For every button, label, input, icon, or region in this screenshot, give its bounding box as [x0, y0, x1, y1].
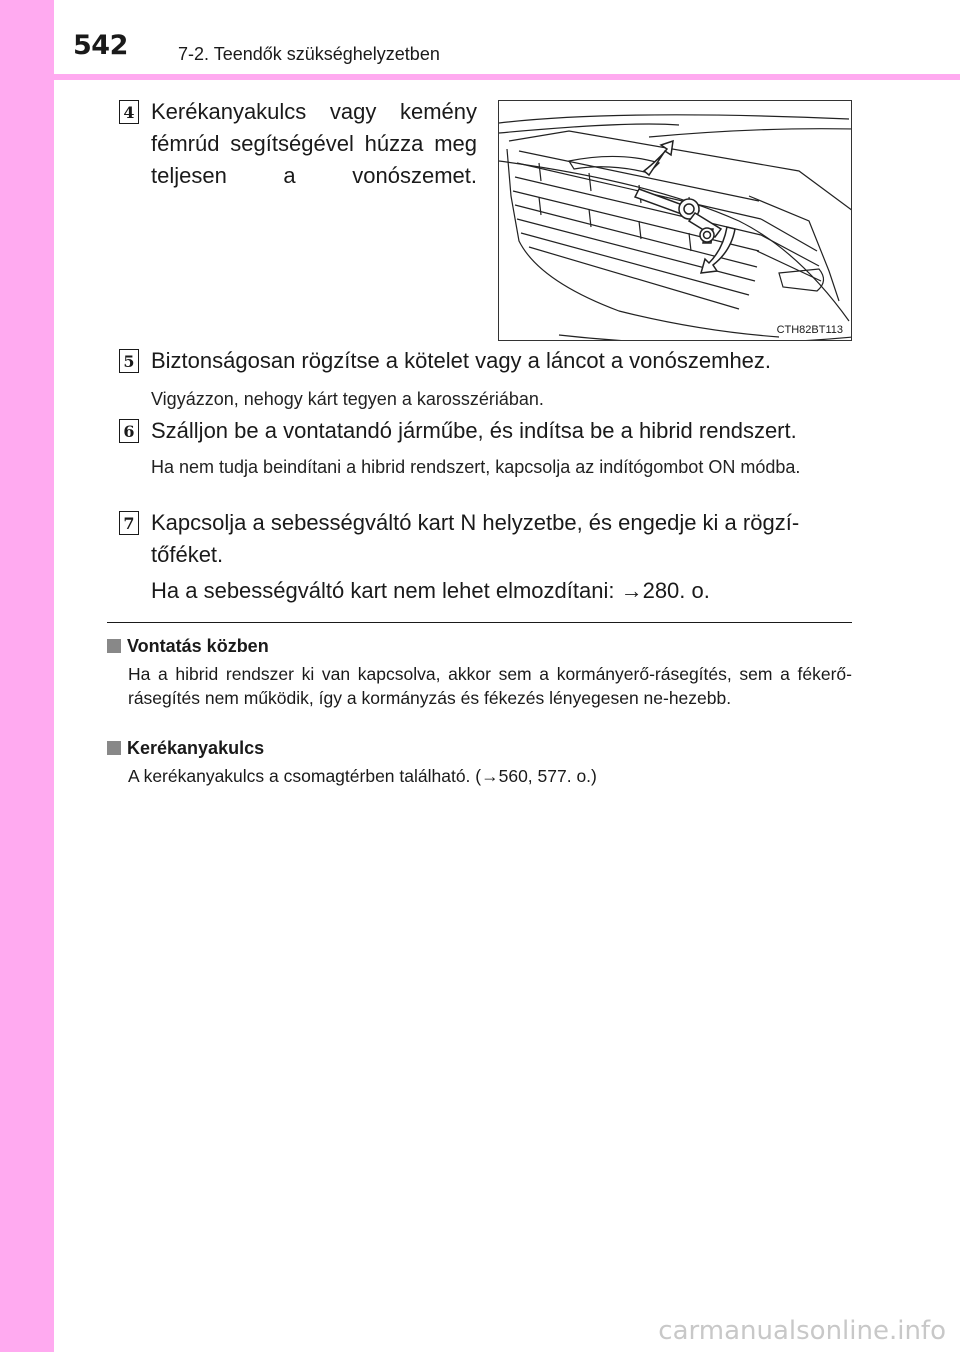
- step-number-5: 5: [119, 349, 139, 373]
- info-body-towing: Ha a hibrid rendszer ki van kapcsolva, akkor sem a kormányerő-rásegítés, sem a fékerő-rásegítés nem működik, így a kormányzás és fékezés lényegesen ne-hezebb.: [128, 664, 852, 708]
- header-rule: [54, 74, 960, 80]
- grille-tow-eye-drawing: [499, 101, 852, 341]
- step-5-text: Biztonságosan rögzítse a kötelet vagy a láncot a vonószemhez.: [151, 348, 772, 373]
- info-heading-towing: [107, 636, 269, 657]
- page-number: 542: [73, 30, 128, 61]
- section-divider: [107, 622, 852, 623]
- info-body-wrench: A kerékanyakulcs a csomagtérben található. (→560, 577. o.): [128, 766, 597, 786]
- page-sidebar-tab: [0, 0, 54, 1352]
- step-6-note: Ha nem tudja beindítani a hibrid rendszert, kapcsolja az indítógombot ON módba.: [151, 457, 801, 477]
- tow-eye-illustration: [498, 100, 852, 341]
- watermark: carmanualsonline.info: [658, 1316, 946, 1346]
- step-4-text: Kerékanyakulcs vagy kemény fémrúd segítségével húzza meg teljesen a vonószemet.: [151, 99, 477, 188]
- step-7-subtext: Ha a sebességváltó kart nem lehet elmozdítani: →280. o.: [151, 578, 710, 603]
- square-bullet-icon: [107, 639, 121, 653]
- info-heading-wrench: [107, 738, 264, 759]
- square-bullet-icon: [107, 741, 121, 755]
- info-heading-wrench-label: Kerékanyakulcs: [127, 738, 265, 758]
- step-6-text: Szálljon be a vontatandó járműbe, és indítsa be a hibrid rendszert.: [151, 418, 797, 443]
- step-7-text: Kapcsolja a sebességváltó kart N helyzetbe, és engedje ki a rögzí-tőféket.: [151, 510, 800, 567]
- info-heading-towing-label: Vontatás közben: [127, 636, 269, 656]
- section-title: 7-2. Teendők szükséghelyzetben: [178, 44, 440, 64]
- step-number-6: 6: [119, 419, 139, 443]
- step-5-note: Vigyázzon, nehogy kárt tegyen a karosszériában.: [151, 389, 544, 409]
- illustration-code: CTH82BT113: [776, 324, 843, 336]
- step-number-4: 4: [119, 100, 139, 124]
- step-number-7: 7: [119, 511, 139, 535]
